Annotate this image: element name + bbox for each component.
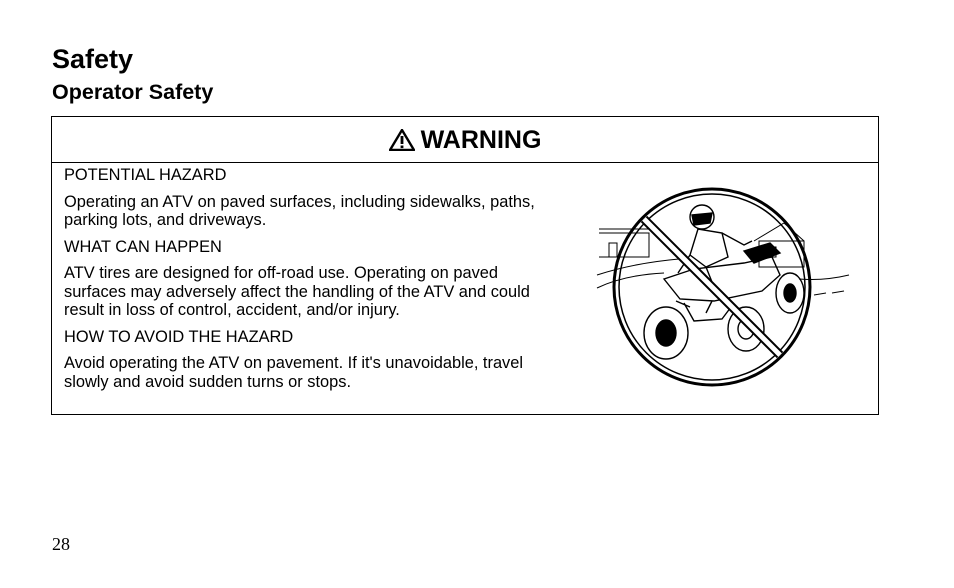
atv-rider: [644, 205, 804, 359]
hazard-heading: POTENTIAL HAZARD: [64, 166, 227, 184]
warning-header: [52, 117, 878, 163]
prohibited-atv-on-pavement-icon: [594, 183, 854, 398]
warning-title: WARNING: [420, 125, 542, 154]
page-number: 28: [52, 534, 70, 554]
warning-text: [64, 166, 564, 399]
happen-heading: WHAT CAN HAPPEN: [64, 237, 222, 256]
section-title: Safety: [52, 44, 134, 74]
warning-box: [51, 116, 879, 415]
avoid-heading: HOW TO AVOID THE HAZARD: [64, 327, 294, 346]
sub-title: Operator Safety: [52, 80, 214, 104]
avoid-text: Avoid operating the ATV on pavement. If it's unavoidable, travel slowly and avoid sudden turns or stops.: [64, 354, 524, 391]
happen-text: ATV tires are designed for off-road use. Operating on paved surfaces may adversely affect the handling of the ATV and could result in loss of control, accident, and/or injury.: [64, 264, 530, 319]
hazard-text: Operating an ATV on paved surfaces, including sidewalks, paths, parking lots, and driveways.: [64, 192, 535, 229]
warning-triangle-icon: [389, 129, 415, 151]
